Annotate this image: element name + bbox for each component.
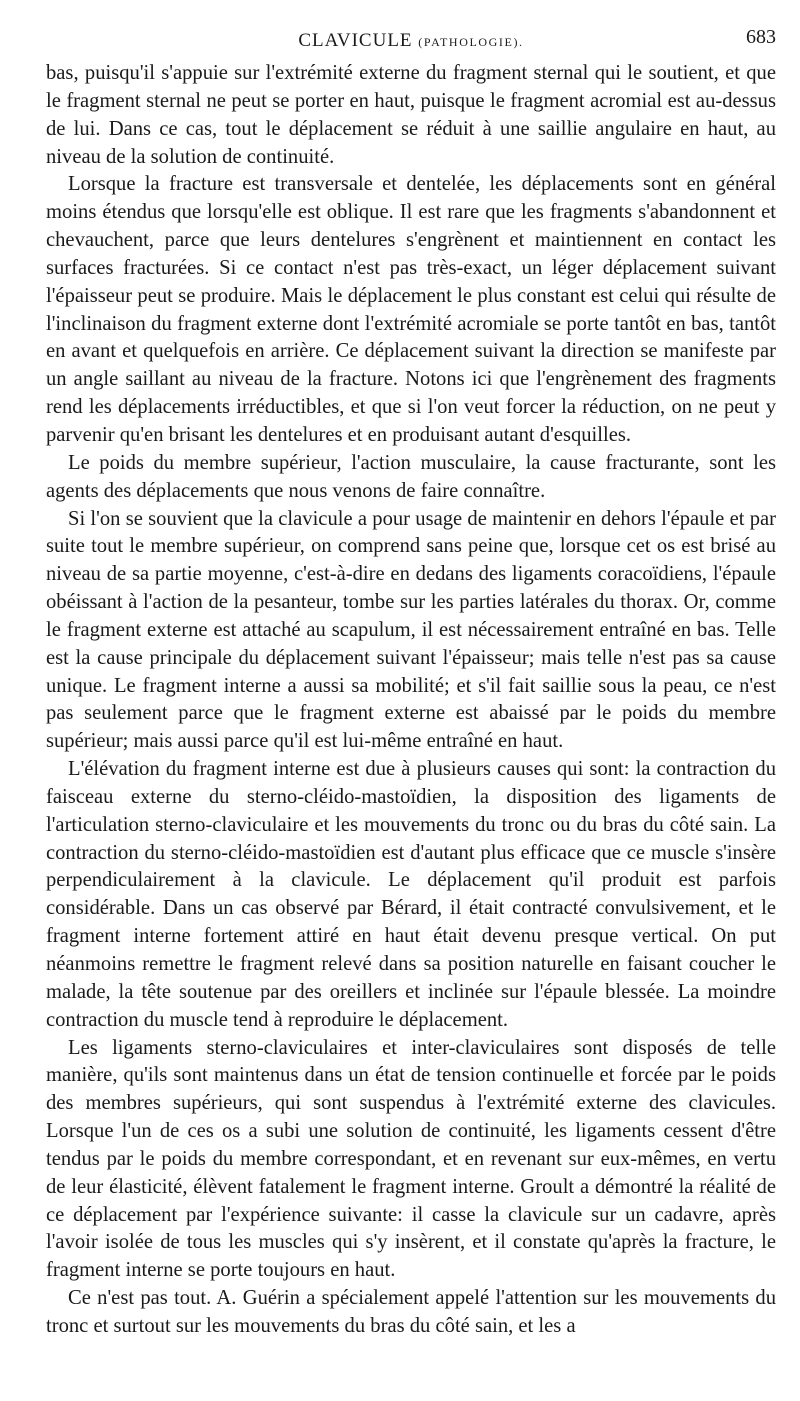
book-page	[46, 24, 776, 1341]
page-number: 683	[746, 26, 776, 48]
paragraph-transverse-fracture: Lorsque la fracture est transversale et dentelée, les déplacements sont en général moins étendus que lorsqu'elle est oblique. Il est rare que les fragments s'abandonnent et chevauchent, parce que leurs dentelures s'engrènent et maintiennent en contact les surfaces fracturées. Si ce contact n'est pas très-exact, un léger déplacement suivant l'épaisseur peut se produire. Mais le déplacement le plus constant est celui qui résulte de l'inclinaison du fragment externe dont l'extrémité acromiale se porte tantôt en bas, tantôt en avant et quelquefois en arrière. Ce déplacement suivant la direction se manifeste par un angle saillant au niveau de la fracture. Notons ici que l'engrènement des fragments rend les déplacements irréductibles, et que si l'on veut forcer la réduction, on ne peut y parvenir qu'en brisant les dentelures et en produisant autant d'esquilles.	[46, 173, 776, 446]
running-title-main: CLAVICULE	[298, 30, 413, 51]
running-title	[298, 24, 523, 52]
paragraph-causes: Le poids du membre supérieur, l'action musculaire, la cause fracturante, sont les agents des déplacements que nous venons de faire connaître.	[46, 451, 776, 502]
paragraph-guerin: Ce n'est pas tout. A. Guérin a spécialement appelé l'attention sur les mouvements du tronc et surtout sur les mouvements du bras du côté sain, et les a	[46, 1287, 776, 1337]
paragraph-continued: bas, puisqu'il s'appuie sur l'extrémité externe du fragment sternal qui le soutient, et que le fragment sternal ne peut se porter en haut, puisque le fragment acromial est au-dessus de lui. Dans ce cas, tout le déplacement se réduit à une saillie angulaire en haut, au niveau de la solution de continuité.	[46, 62, 776, 168]
running-header	[46, 24, 776, 58]
body-text	[46, 60, 776, 1341]
paragraph-shoulder-weight: Si l'on se souvient que la clavicule a pour usage de maintenir en dehors l'épaule et par suite tout le membre supérieur, on comprend sans peine que, lorsque cet os est brisé au niveau de sa partie moyenne, c'est-à-dire en dedans des ligaments coracoïdiens, l'épaule obéissant à l'action de la pesanteur, tombe sur les parties latérales du thorax. Or, comme le fragment externe est attaché au scapulum, il est nécessairement entraîné en bas. Telle est la cause principale du déplacement suivant l'épaisseur; mais telle n'est pas sa cause unique. Le fragment interne a aussi sa mobilité; et s'il fait saillie sous la peau, ce n'est pas seulement parce que le fragment externe est abaissé par le poids du membre supérieur; mais aussi parce qu'il est lui-même entraîné en haut.	[46, 507, 776, 753]
paragraph-internal-fragment: L'élévation du fragment interne est due à plusieurs causes qui sont: la contraction du faisceau externe du sterno-cléido-mastoïdien, la disposition des ligaments de l'articulation sterno-claviculaire et les mouvements du tronc ou du bras du côté sain. La contraction du sterno-cléido-mastoïdien est d'autant plus efficace que ce muscle s'insère perpendiculairement à la clavicule. Le déplacement qu'il produit est parfois considérable. Dans un cas observé par Bérard, il était contracté convulsivement, et le fragment interne fortement attiré en haut était devenu presque vertical. On put néanmoins remettre le fragment relevé dans sa position naturelle en faisant coucher le malade, la tête soutenue par des oreillers et inclinée sur l'épaule blessée. La moindre contraction du muscle tend à reproduire le déplacement.	[46, 758, 776, 1031]
running-title-section: (PATHOLOGIE).	[418, 35, 524, 49]
paragraph-ligaments: Les ligaments sterno-claviculaires et inter-claviculaires sont disposés de telle manière, qu'ils sont maintenus dans un état de tension continuelle et forcée par le poids des membres supérieurs, qui sont suspendus à l'extrémité externe des clavicules. Lorsque l'un de ces os a subi une solution de continuité, les ligaments cessent d'être tendus par le poids du membre correspondant, et en revenant sur eux-mêmes, en vertu de leur élasticité, élèvent fatalement le fragment interne. Groult a démontré la réalité de ce déplacement par l'expérience suivante: il casse la clavicule sur un cadavre, après l'avoir isolée de tous les muscles qui s'y insèrent, et il constate qu'après la fracture, le fragment interne se porte toujours en haut.	[46, 1036, 776, 1282]
